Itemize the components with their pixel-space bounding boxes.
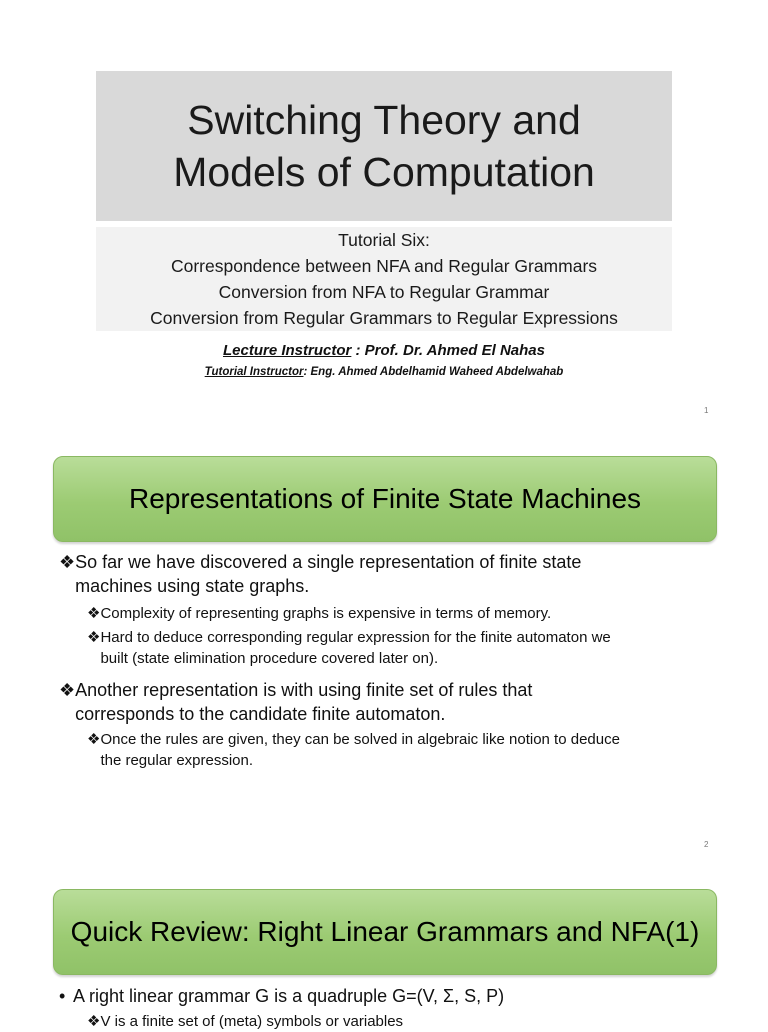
lecture-instructor [0, 342, 768, 359]
bullet-line: Complexity of representing graphs is expensive in terms of memory. [100, 605, 552, 622]
slide3-heading-banner [53, 889, 717, 975]
bullet-line: corresponds to the candidate finite automaton. [75, 704, 446, 724]
slide3-heading: Quick Review: Right Linear Grammars and NFA(1) [70, 916, 700, 947]
bullet-text [75, 678, 532, 726]
sub-bullet-item [87, 1011, 717, 1032]
dot-bullet-icon: • [59, 986, 66, 1006]
sub-bullet-text [100, 627, 610, 669]
bullet-line: machines using state graphs. [75, 576, 310, 596]
bullet-line: Once the rules are given, they can be solved in algebraic like notion to deduce [100, 731, 620, 748]
tutorial-instructor-label: Tutorial Instructor [204, 366, 304, 378]
lecture-instructor-label: Lecture Instructor [222, 342, 352, 359]
bullet-text: A right linear grammar G is a quadruple G=(V, Σ, S, P) [73, 986, 505, 1006]
bullet-line: built (state elimination procedure covered later on). [100, 650, 439, 667]
sub-bullet-item [87, 729, 717, 771]
page-number: 2 [704, 840, 709, 849]
bullet-item [59, 984, 719, 1008]
bullet-text [75, 550, 581, 598]
title-line: Switching Theory and [187, 97, 581, 143]
diamond-bullet-icon: ❖ [87, 1013, 101, 1030]
sub-bullet-text: V is a finite set of (meta) symbols or variables [100, 1013, 404, 1030]
diamond-bullet-icon: ❖ [87, 629, 101, 646]
tutorial-instructor-name: : Eng. Ahmed Abdelhamid Waheed Abdelwahab [303, 366, 564, 378]
title-line: Models of Computation [173, 149, 595, 195]
bullet-item [59, 678, 719, 726]
page-number: 1 [704, 406, 709, 415]
bullet-line: So far we have discovered a single representation of finite state [75, 552, 582, 572]
tutorial-instructor [0, 366, 768, 378]
diamond-bullet-icon: ❖ [59, 680, 76, 700]
slide2-heading: Representations of Finite State Machines [128, 483, 642, 514]
bullet-item [59, 550, 719, 598]
bullet-line: the regular expression. [100, 752, 254, 769]
slide2-heading-banner [53, 456, 717, 542]
slide1-subtitle-box [96, 227, 672, 331]
subtitle-line: Correspondence between NFA and Regular Grammars [170, 256, 598, 276]
sub-bullet-text [100, 603, 551, 624]
sub-bullet-text [100, 729, 620, 771]
bullet-line: Another representation is with using finite set of rules that [75, 680, 533, 700]
subtitle-line: Tutorial Six: [338, 230, 430, 250]
subtitle-line: Conversion from NFA to Regular Grammar [218, 282, 550, 302]
sub-bullet-item [87, 603, 717, 624]
bullet-line: Hard to deduce corresponding regular expression for the finite automaton we [100, 629, 611, 646]
sub-bullet-item [87, 627, 717, 669]
subtitle-line: Conversion from Regular Grammars to Regular Expressions [150, 308, 618, 328]
lecture-instructor-name: : Prof. Dr. Ahmed El Nahas [351, 342, 545, 359]
slide1-title-box [96, 71, 672, 221]
slide1-title [173, 94, 595, 198]
diamond-bullet-icon: ❖ [59, 552, 76, 572]
diamond-bullet-icon: ❖ [87, 605, 101, 622]
diamond-bullet-icon: ❖ [87, 731, 101, 748]
